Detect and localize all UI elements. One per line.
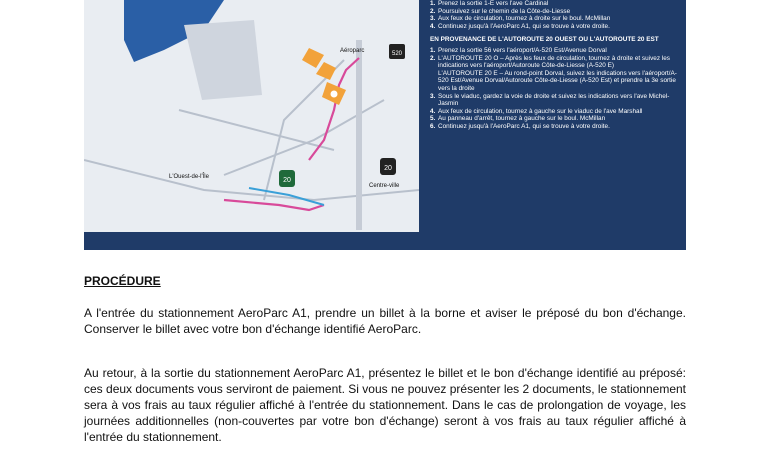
- direction-step: 3. Sous le viaduc, gardez la voie de droite et suivez les indications vers l'ave Michel-Jasmin: [430, 92, 670, 108]
- svg-text:520: 520: [391, 51, 403, 57]
- parking-marker-icon: [330, 90, 338, 98]
- direction-step: L'AUTOROUTE 20 E – Au rond-point Dorval, suivez les indications vers l'aéroport/A-520 Est/Avenue Dorval/Autoroute Côte-de-Liesse (A-520 Est) et prendre la 3e sortie vers la droite: [438, 69, 677, 92]
- direction-step: 4. Aux feux de circulation, tournez à gauche sur le viaduc de l'ave Marshall: [430, 107, 643, 115]
- procedure-paragraph-1: A l'entrée du stationnement AeroParc A1, prendre un billet à la borne et aviser le préposé du bon d'échange. Conserver le billet avec votre bon d'échange identifié AeroParc.: [84, 306, 686, 336]
- procedure-paragraph-2: Au retour, à la sortie du stationnement AeroParc A1, présentez le billet et le bon d'échange identifié au préposé: ces deux documents vous serviront de paiement. Si vous ne pouvez présenter les 2 documents, le stationnement sera à vos frais au taux régulier affiché à l'entrée du stationnement. Dans le cas de prolongation de voyage, les journées additionnelles (non-couvertes par votre bon d'échange) seront à vos frais au taux régulier affiché à l'entrée du stationnement.: [84, 366, 686, 444]
- label-ouest-de-l-ile: L'Ouest-de-l'Île: [169, 174, 209, 180]
- highway-shield-520-icon: [389, 44, 405, 59]
- highway-520: [356, 40, 362, 230]
- directions-heading: EN PROVENANCE DE L'AUTOROUTE 20 OUEST OU L'AUTOROUTE 20 EST: [430, 36, 659, 44]
- procedure-title: PROCÉDURE: [84, 274, 161, 288]
- direction-step: 5. Au panneau d'arrêt, tournez à gauche sur le boul. McMillan: [430, 115, 606, 123]
- directions-bottom-list: [430, 47, 680, 131]
- direction-step: 4. Continuez jusqu'à l'AeroParc A1, qui se trouve à votre droite.: [430, 22, 610, 30]
- direction-step: 6. Continuez jusqu'à l'AeroParc A1, qui se trouve à votre droite.: [430, 122, 610, 130]
- location-map: [84, 0, 419, 232]
- label-centre-ville: Centre-ville: [369, 183, 400, 189]
- direction-step: 1. Prenez la sortie 1-E vers l'ave Cardinal: [430, 0, 549, 7]
- direction-step: 1. Prenez la sortie 56 vers l'aéroport/A-520 Est/Avenue Dorval: [430, 46, 607, 54]
- svg-text:20: 20: [384, 165, 392, 172]
- highway-shield-20-east-icon: [380, 158, 396, 175]
- directions-top-list: [430, 0, 680, 30]
- svg-text:20: 20: [283, 177, 291, 184]
- directions-text: [430, 0, 680, 131]
- direction-step: 3. Aux feux de circulation, tournez à droite sur le boul. McMillan: [430, 15, 611, 23]
- highway-shield-20-west-icon: [279, 170, 295, 187]
- direction-step: 2. Poursuivez sur le chemin de la Côte-de-Liesse: [430, 7, 571, 15]
- label-aeroparc: Aéroparc: [340, 48, 365, 54]
- direction-step: 2. L'AUTOROUTE 20 O – Après les feux de circulation, tournez à droite et suivez les indications vers l'aéroport/Autoroute Côte-de-Liesse (A-520 E): [430, 54, 670, 70]
